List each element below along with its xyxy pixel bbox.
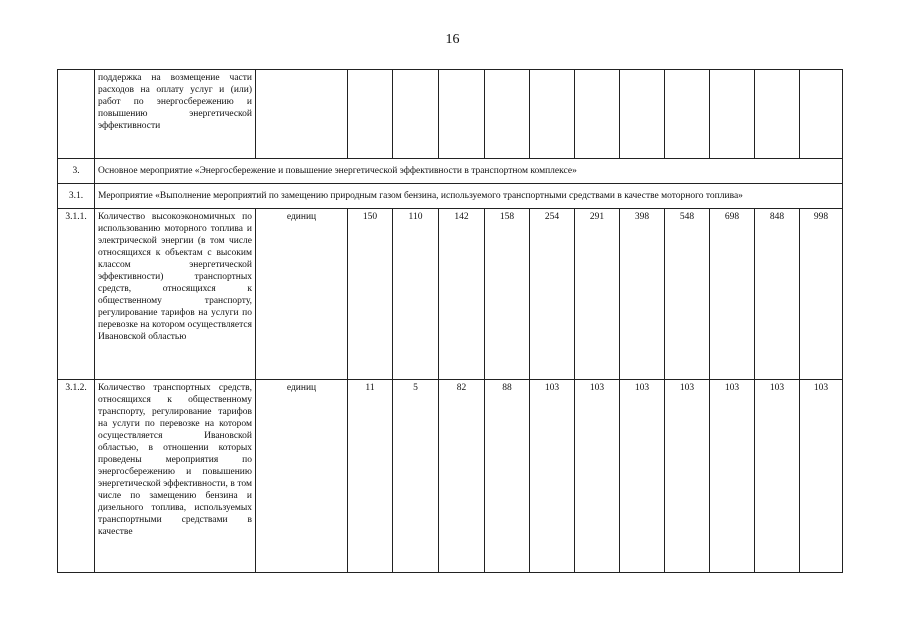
unit-cell: единиц bbox=[256, 380, 348, 573]
value-cell: 698 bbox=[710, 209, 755, 380]
value-cell: 998 bbox=[800, 209, 843, 380]
subsection-title: Мероприятие «Выполнение мероприятий по замещению природным газом бензина, используемого транспортными средствами в качестве моторного топлива» bbox=[95, 184, 843, 209]
value-cell: 110 bbox=[393, 209, 439, 380]
value-cell: 103 bbox=[575, 380, 620, 573]
value-cell bbox=[710, 70, 755, 159]
table-row bbox=[58, 70, 843, 159]
value-cell bbox=[665, 70, 710, 159]
value-cell: 11 bbox=[348, 380, 393, 573]
indicator-description: Количество транспортных средств, относящихся к общественному транспорту, регулирование тарифов на услуги по перевозке на котором осуществляется Ивановской областью, в отношении которых проведены мероприятия по энергосбережению и повышению энергетической эффективности, в том числе по замещению бензина и дизельного топлива, используемых транспортными средствами в качестве bbox=[95, 380, 256, 573]
section-title: Основное мероприятие «Энергосбережение и повышение энергетической эффективности в транспортном комплексе» bbox=[95, 159, 843, 184]
indicators-table bbox=[57, 69, 843, 573]
row-number-cell: 3. bbox=[58, 159, 95, 184]
value-cell bbox=[393, 70, 439, 159]
value-cell: 548 bbox=[665, 209, 710, 380]
value-cell: 291 bbox=[575, 209, 620, 380]
table-row bbox=[58, 380, 843, 573]
value-cell: 848 bbox=[755, 209, 800, 380]
indicator-description: поддержка на возмещение части расходов на оплату услуг и (или) работ по энергосбережению и повышению энергетической эффективности bbox=[95, 70, 256, 159]
value-cell: 103 bbox=[620, 380, 665, 573]
table-row bbox=[58, 209, 843, 380]
value-cell: 142 bbox=[439, 209, 485, 380]
value-cell: 158 bbox=[485, 209, 530, 380]
value-cell: 5 bbox=[393, 380, 439, 573]
value-cell: 103 bbox=[800, 380, 843, 573]
value-cell: 103 bbox=[665, 380, 710, 573]
section-row bbox=[58, 159, 843, 184]
page-number: 16 bbox=[445, 32, 460, 47]
section-row bbox=[58, 184, 843, 209]
unit-cell: единиц bbox=[256, 209, 348, 380]
value-cell: 150 bbox=[348, 209, 393, 380]
value-cell: 398 bbox=[620, 209, 665, 380]
unit-cell bbox=[256, 70, 348, 159]
row-number-cell bbox=[58, 70, 95, 159]
value-cell: 254 bbox=[530, 209, 575, 380]
value-cell bbox=[485, 70, 530, 159]
value-cell: 103 bbox=[530, 380, 575, 573]
value-cell: 88 bbox=[485, 380, 530, 573]
row-number-cell: 3.1.1. bbox=[58, 209, 95, 380]
value-cell bbox=[439, 70, 485, 159]
value-cell: 82 bbox=[439, 380, 485, 573]
value-cell bbox=[530, 70, 575, 159]
indicator-description: Количество высокоэкономичных по использованию моторного топлива и электрической энергии (в том числе относящихся к объектам с высоким классом энергетической эффективности) транспортных средств, относящихся к общественному транспорту, регулирование тарифов на услуги по перевозке на котором осуществляется Ивановской областью bbox=[95, 209, 256, 380]
value-cell bbox=[348, 70, 393, 159]
row-number-cell: 3.1. bbox=[58, 184, 95, 209]
value-cell: 103 bbox=[710, 380, 755, 573]
value-cell bbox=[575, 70, 620, 159]
value-cell bbox=[755, 70, 800, 159]
value-cell bbox=[800, 70, 843, 159]
row-number-cell: 3.1.2. bbox=[58, 380, 95, 573]
value-cell bbox=[620, 70, 665, 159]
value-cell: 103 bbox=[755, 380, 800, 573]
